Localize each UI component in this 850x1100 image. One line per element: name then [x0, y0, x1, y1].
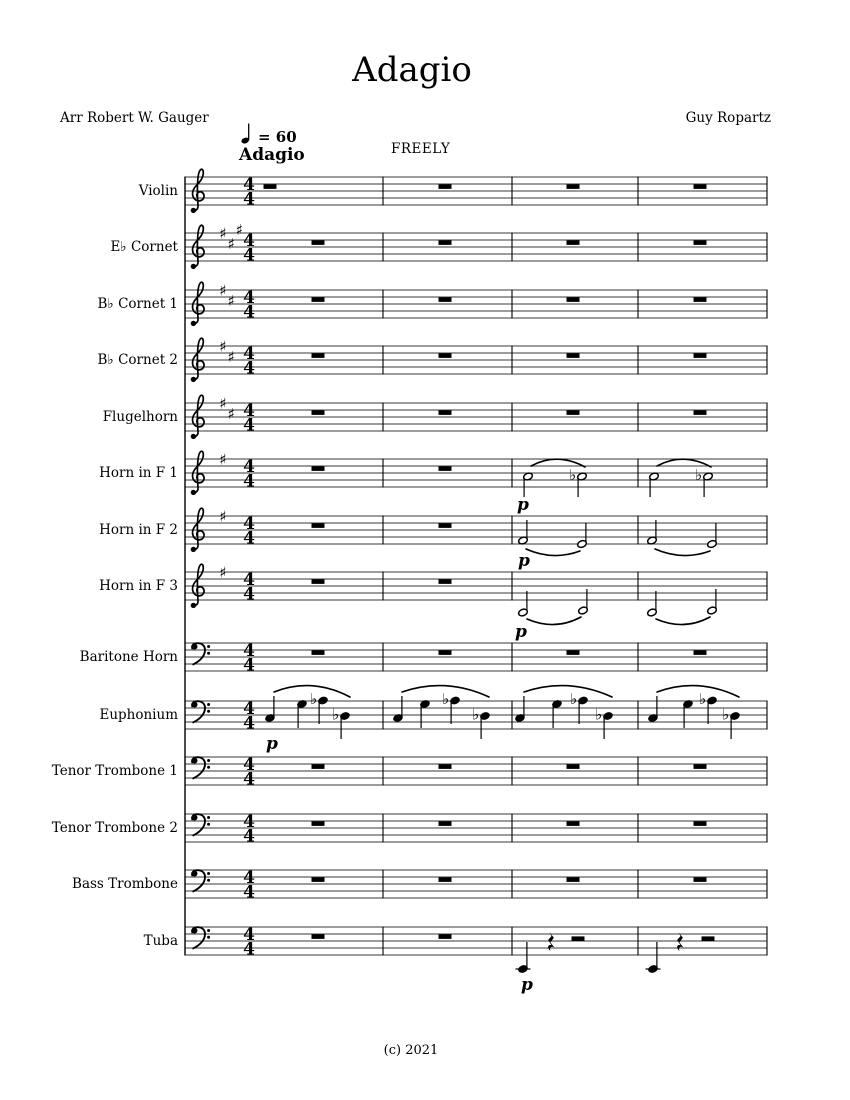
staff-tenor-trombone-2	[185, 812, 767, 846]
instrument-label-horn-in-f-3: Horn in F 3	[99, 578, 178, 594]
flat-icon: ♭	[471, 705, 480, 724]
time-signature-numerator: 4	[243, 812, 255, 832]
time-signature-numerator: 4	[243, 868, 255, 888]
staff-violin	[185, 169, 767, 213]
quarter-note	[683, 699, 694, 728]
arranger-credit: Arr Robert W. Gauger	[60, 110, 209, 126]
whole-rest	[694, 297, 707, 302]
dynamic-p: p	[521, 975, 533, 995]
whole-rest	[567, 650, 580, 655]
flat-icon: ♭	[568, 466, 577, 484]
whole-rest	[694, 240, 707, 245]
staff-horn-in-f-3	[185, 564, 767, 643]
quarter-note	[442, 690, 460, 724]
time-signature-denominator: 4	[243, 939, 255, 960]
time-signature-denominator: 4	[243, 713, 255, 734]
whole-rest	[312, 764, 325, 769]
half-rest	[702, 936, 715, 941]
time-signature-denominator: 4	[243, 655, 255, 676]
whole-rest	[567, 821, 580, 826]
bass-clef-icon	[192, 927, 210, 948]
time-signature-numerator: 4	[243, 755, 255, 775]
notehead	[707, 606, 718, 615]
whole-rest	[694, 353, 707, 358]
dynamic-p: p	[518, 551, 530, 571]
notehead	[647, 608, 658, 617]
time-signature-numerator: 4	[243, 288, 255, 308]
whole-rest	[694, 764, 707, 769]
sharp-icon: ♯	[219, 281, 227, 300]
quarter-note	[552, 699, 563, 728]
instrument-label-violin: Violin	[138, 183, 178, 199]
flat-icon: ♭	[569, 690, 578, 708]
whole-rest	[439, 764, 452, 769]
whole-rest	[694, 410, 707, 415]
whole-rest	[439, 297, 452, 302]
whole-rest	[694, 821, 707, 826]
instrument-label-bass-trombone: Bass Trombone	[72, 876, 178, 892]
bass-clef-icon	[192, 870, 210, 891]
expression-text: FREELY	[391, 141, 451, 157]
instrument-label-b-cornet-2: B♭ Cornet 2	[97, 352, 178, 368]
whole-rest	[567, 353, 580, 358]
sharp-icon: ♯	[227, 235, 235, 253]
whole-rest	[439, 184, 452, 189]
whole-rest	[439, 579, 452, 584]
time-signature-numerator: 4	[243, 699, 255, 719]
quarter-note	[648, 942, 659, 974]
half-note	[518, 520, 529, 545]
slur	[655, 549, 710, 556]
half-rest	[572, 936, 585, 941]
whole-rest	[694, 877, 707, 882]
whole-rest	[567, 297, 580, 302]
instrument-label-b-cornet-1: B♭ Cornet 1	[97, 296, 178, 312]
time-signature-denominator: 4	[243, 358, 255, 379]
whole-rest	[567, 184, 580, 189]
time-signature-numerator: 4	[243, 514, 255, 534]
whole-rest	[312, 410, 325, 415]
slur	[524, 686, 612, 697]
whole-rest	[312, 877, 325, 882]
instrument-label-tenor-trombone-2: Tenor Trombone 2	[51, 820, 178, 836]
flat-icon: ♭	[309, 690, 318, 708]
time-signature-denominator: 4	[243, 528, 255, 549]
bass-clef-icon	[192, 757, 210, 778]
sharp-icon: ♯	[227, 348, 235, 366]
half-note	[518, 591, 529, 617]
composer-credit: Guy Ropartz	[685, 110, 771, 126]
flat-icon: ♭	[698, 690, 707, 708]
time-signature-denominator: 4	[243, 189, 255, 210]
notehead	[578, 606, 589, 615]
dynamic-p: p	[517, 495, 529, 515]
instrument-label-horn-in-f-2: Horn in F 2	[99, 522, 178, 538]
notehead	[707, 539, 718, 548]
slur	[656, 617, 710, 625]
metronome-mark: = 60	[258, 128, 297, 146]
whole-rest	[312, 934, 325, 939]
half-note	[523, 472, 534, 497]
time-signature-denominator: 4	[243, 769, 255, 790]
time-signature-denominator: 4	[243, 826, 255, 847]
quarter-note	[570, 690, 588, 724]
sharp-icon: ♯	[227, 405, 235, 423]
bass-clef-icon	[192, 814, 210, 835]
staff-e-cornet	[185, 221, 767, 269]
whole-rest	[439, 821, 452, 826]
time-signature-denominator: 4	[243, 302, 255, 323]
staff-horn-in-f-2	[185, 508, 767, 572]
quarter-note	[420, 699, 431, 728]
sharp-icon: ♯	[219, 224, 227, 243]
bass-clef-icon	[192, 643, 210, 664]
time-signature-numerator: 4	[243, 570, 255, 590]
whole-rest	[439, 353, 452, 358]
quarter-note	[297, 699, 308, 728]
whole-rest	[312, 297, 325, 302]
half-note	[647, 520, 658, 545]
flat-icon: ♭	[594, 705, 603, 724]
quarter-note	[518, 942, 529, 974]
quarter-note	[265, 696, 276, 723]
half-note	[577, 523, 588, 549]
staff-flugelhorn	[185, 395, 767, 440]
instrument-label-tenor-trombone-1: Tenor Trombone 1	[51, 763, 178, 779]
staff-baritone-horn	[185, 641, 767, 675]
bass-clef-icon	[192, 701, 210, 722]
tempo-text: Adagio	[239, 145, 305, 165]
whole-rest	[567, 410, 580, 415]
quarter-note	[393, 696, 404, 723]
whole-rest	[439, 650, 452, 655]
staff-b-cornet-1	[185, 282, 767, 327]
quarter-note	[699, 690, 717, 724]
flat-icon: ♭	[441, 690, 450, 708]
instrument-label-euphonium: Euphonium	[99, 707, 178, 723]
time-signature-denominator: 4	[243, 415, 255, 436]
sharp-icon: ♯	[235, 221, 244, 239]
time-signature-numerator: 4	[243, 175, 255, 195]
half-note	[695, 466, 713, 497]
half-note	[707, 523, 718, 549]
time-signature-denominator: 4	[243, 584, 255, 605]
flat-icon: ♭	[721, 705, 730, 724]
time-signature-numerator: 4	[243, 401, 255, 421]
sharp-icon: ♯	[219, 563, 227, 582]
whole-rest	[312, 821, 325, 826]
time-signature-denominator: 4	[243, 882, 255, 903]
page-title: Adagio	[352, 50, 472, 90]
sharp-icon: ♯	[219, 394, 227, 413]
staff-b-cornet-2	[185, 338, 767, 383]
instrument-label-tuba: Tuba	[143, 933, 178, 949]
quarter-note	[310, 690, 328, 724]
notehead	[577, 539, 588, 548]
whole-rest	[312, 650, 325, 655]
half-note	[649, 472, 660, 497]
whole-rest	[312, 240, 325, 245]
half-note	[647, 591, 658, 617]
sharp-icon: ♯	[219, 337, 227, 356]
whole-rest	[312, 523, 325, 528]
whole-rest	[567, 764, 580, 769]
slur	[526, 549, 580, 556]
time-signature-numerator: 4	[243, 457, 255, 477]
staff-tenor-trombone-1	[185, 755, 767, 789]
time-signature-numerator: 4	[243, 641, 255, 661]
half-note	[569, 466, 587, 497]
copyright-text: (c) 2021	[383, 1043, 439, 1058]
whole-rest	[312, 353, 325, 358]
whole-rest	[439, 466, 452, 471]
whole-rest	[439, 410, 452, 415]
whole-rest	[312, 579, 325, 584]
flat-icon: ♭	[694, 466, 703, 484]
staff-tuba	[185, 925, 767, 995]
whole-rest	[567, 240, 580, 245]
whole-rest	[439, 934, 452, 939]
quarter-note	[648, 696, 659, 723]
staff-bass-trombone	[185, 868, 767, 902]
sharp-icon: ♯	[219, 450, 227, 469]
quarter-note	[515, 696, 526, 723]
whole-rest	[694, 184, 707, 189]
whole-rest	[312, 466, 325, 471]
instrument-label-e-cornet: E♭ Cornet	[110, 239, 178, 255]
time-signature-numerator: 4	[243, 231, 255, 251]
sharp-icon: ♯	[219, 507, 227, 526]
whole-rest	[439, 877, 452, 882]
time-signature-denominator: 4	[243, 471, 255, 492]
instrument-label-horn-in-f-1: Horn in F 1	[99, 465, 178, 481]
instrument-label-baritone-horn: Baritone Horn	[79, 649, 178, 665]
instrument-label-flugelhorn: Flugelhorn	[102, 409, 178, 425]
slur	[527, 617, 581, 625]
dynamic-p: p	[515, 622, 527, 642]
notehead	[518, 608, 529, 617]
whole-rest	[439, 523, 452, 528]
sharp-icon: ♯	[227, 292, 235, 310]
whole-rest	[567, 877, 580, 882]
whole-rest	[264, 184, 277, 189]
time-signature-numerator: 4	[243, 344, 255, 364]
time-signature-numerator: 4	[243, 925, 255, 945]
staff-euphonium	[185, 686, 767, 754]
dynamic-p: p	[266, 734, 278, 754]
whole-rest	[694, 650, 707, 655]
time-signature-denominator: 4	[243, 245, 255, 266]
staff-horn-in-f-1	[185, 451, 767, 516]
whole-rest	[439, 240, 452, 245]
flat-icon: ♭	[331, 705, 340, 724]
